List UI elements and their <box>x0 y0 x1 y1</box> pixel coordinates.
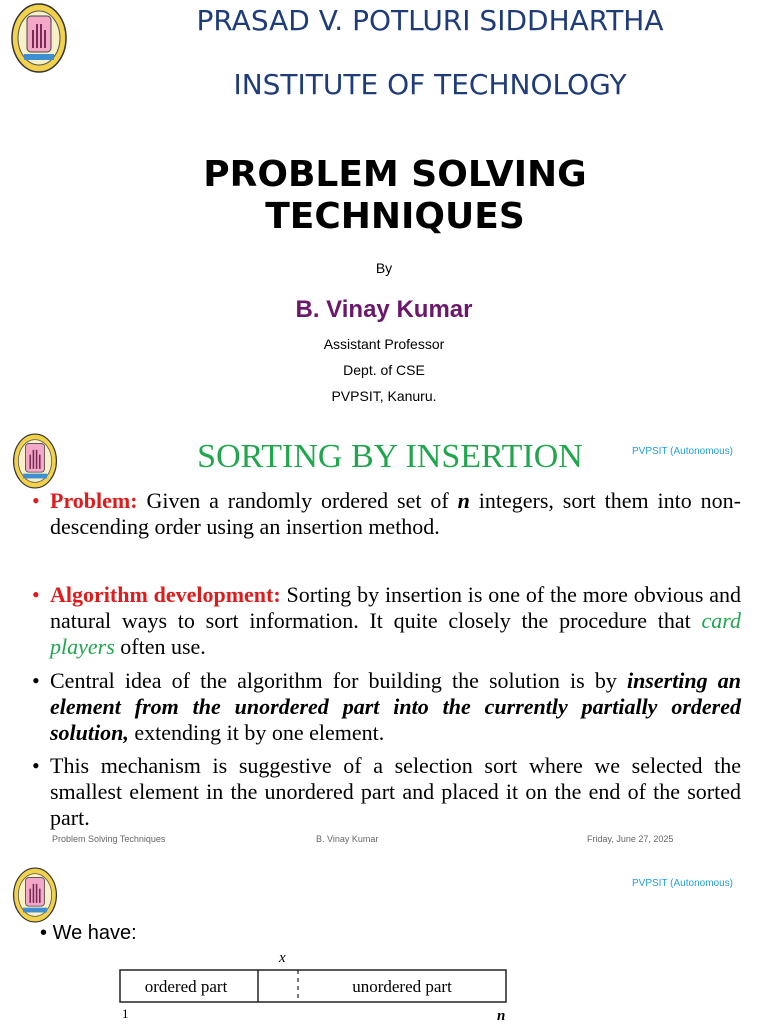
footer-right: Friday, June 27, 2025 <box>587 834 674 844</box>
list-item <box>28 753 741 831</box>
we-have-bullet: • We have: <box>40 922 137 944</box>
by-label: By <box>375 260 393 276</box>
list-item <box>28 668 741 746</box>
footer-center: B. Vinay Kumar <box>316 834 379 844</box>
bullet-mechanism <box>28 753 741 831</box>
sorting-by-insertion-slide <box>0 428 768 848</box>
institute-name-line1: PRASAD V. POTLURI SIDDHARTHA <box>196 4 664 37</box>
bullet-lead: Problem: <box>50 488 138 513</box>
bullet-algorithm-development <box>28 582 741 660</box>
slide-title: SORTING BY INSERTION <box>197 438 583 475</box>
bullet-emphasis: inserting an element from the unordered part into the currently partially ordered solution, <box>50 668 742 745</box>
n-variable: n <box>457 488 470 513</box>
author-name: B. Vinay Kumar <box>295 296 473 323</box>
bullet-problem <box>28 488 741 540</box>
end-index-label: n <box>497 1008 506 1024</box>
footer-left: Problem Solving Techniques <box>52 834 166 844</box>
unordered-part-label: unordered part <box>352 977 452 996</box>
we-have-text: We have: <box>52 922 137 944</box>
bullet-text: Sorting by insertion is one of the more obvious and natural ways to sort information. It quite closely the procedure that <box>50 582 741 633</box>
college-logo-icon <box>10 2 68 74</box>
college-logo-icon <box>12 866 58 924</box>
bullet-text: This mechanism is suggestive of a selection sort where we selected the smallest element in the unordered part and placed it on the end of the sorted part. <box>50 753 741 830</box>
card-players-highlight: card players <box>50 608 741 659</box>
bullet-text: Given a randomly ordered set of <box>137 488 458 513</box>
bullet-text: Central idea of the algorithm for building the solution is by <box>50 668 627 693</box>
diagram-x-label: x <box>279 950 286 966</box>
list-item <box>28 488 741 540</box>
bullet-text: often use. <box>114 634 206 659</box>
bullet-text: extending it by one element. <box>128 720 385 745</box>
ordered-part-label: ordered part <box>144 977 228 996</box>
we-have-slide <box>0 860 768 1024</box>
bullet-text: integers, sort them into non-descending order using an insertion method. <box>50 488 741 539</box>
list-item <box>28 582 741 660</box>
title-slide <box>0 0 768 420</box>
start-index-label: 1 <box>122 1006 129 1021</box>
bullet-central-idea <box>28 668 741 746</box>
pvpsit-tag: PVPSIT (Autonomous) <box>632 878 733 889</box>
college-logo-icon <box>12 432 58 490</box>
author-designation: Assistant Professor <box>323 336 445 352</box>
insertion-partition-diagram <box>110 948 520 1024</box>
pvpsit-tag: PVPSIT (Autonomous) <box>632 446 733 457</box>
author-place: PVPSIT, Kanuru. <box>331 388 437 404</box>
author-department: Dept. of CSE <box>343 362 425 378</box>
bullet-lead: Algorithm development: <box>50 582 281 607</box>
institute-name-line2: INSTITUTE OF TECHNOLOGY <box>233 68 627 101</box>
presentation-title: PROBLEM SOLVING TECHNIQUES <box>203 154 587 237</box>
